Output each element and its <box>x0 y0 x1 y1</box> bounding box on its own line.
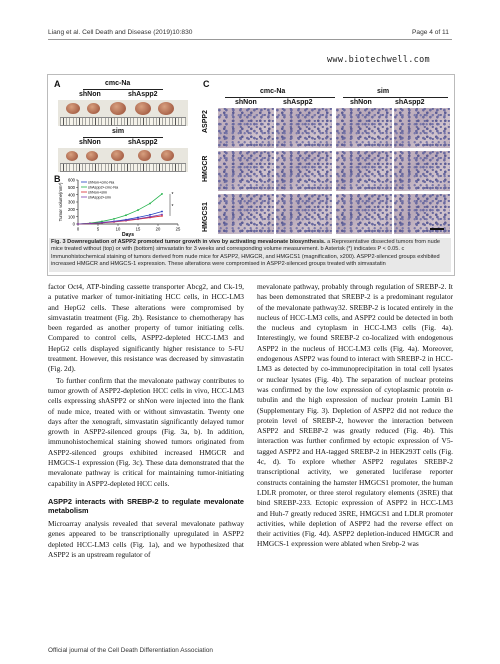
data-point <box>137 218 139 220</box>
panel-a-group-bottom: sim <box>112 128 125 135</box>
ihc-image <box>394 108 450 148</box>
ihc-image <box>336 108 392 148</box>
y-tick-label: 100 <box>68 214 75 220</box>
paragraph: Microarray analysis revealed that several mevalonate pathway genes appeared to be transcriptionally upregulated in ASPP2 depleted HCC-LM3 cells (Fig. 1a), and we hypothesized that ASPP2 is an upstream regulator of <box>48 518 244 559</box>
col-label-shnon: shNon <box>79 91 101 98</box>
data-point <box>77 223 79 225</box>
ihc-image <box>276 194 332 234</box>
caption-text: a Representative dissected tumors from nude mice treated without (top) or with (bottom) simvastatin for 3 weeks and corresponding volume measurement. b Asterisk (*) indicates P < 0.05. c Immunohistochemical staining of tumors derived from nude mice for ASPP2, HMGCR, and HMGCS1 (magnification, x200). ASPP2-silenced groups exhibited increased HMGCR and HMGCS-1 expression. These alterations were compromised in ASPP2-silenced groups treated with simvastatin <box>51 239 440 268</box>
data-point <box>161 211 163 213</box>
data-point <box>89 223 91 225</box>
data-point <box>161 193 163 195</box>
col-label: shNon <box>235 99 257 106</box>
row-label-hmgcs1: HMGCS1 <box>202 202 209 232</box>
panel-c-group-right: sim <box>377 88 390 95</box>
tumor-photo-top <box>58 100 188 126</box>
significance-asterisk: * <box>171 192 174 199</box>
panel-a-label: A <box>54 79 61 89</box>
watermark: www.biotechwell.com <box>327 55 430 65</box>
caption-title: Fig. 3 Downregulation of ASPP2 promoted tumor growth in vivo by activating mevalonate biosynthesis. <box>51 239 326 245</box>
y-tick-label: 400 <box>68 192 75 198</box>
tumor <box>135 102 151 115</box>
ihc-image <box>336 194 392 234</box>
y-tick-label: 300 <box>68 199 75 205</box>
figure-caption <box>49 238 451 272</box>
col-label-shaspp2: shAspp2 <box>128 139 158 146</box>
col-label-shnon: shNon <box>79 139 101 146</box>
legend-label: shAspp2+sim <box>88 195 111 200</box>
group-bracket <box>343 97 448 98</box>
significance-asterisk: * <box>171 203 174 210</box>
panel-b-label: B <box>54 174 61 184</box>
paragraph: To further confirm that the mevalonate pathway contributes to tumor growth of ASPP2-depletion HCC cells in vivo, HCC-LM3 cells expressing shASPP2 or shNon were injected into the flank of nude mice, treated with or without simvastatin. Twenty one days after the xenograft, simvastatin significantly delayed tumor growth in ASPP2-silenced groups (Fig. 3a, b). In addition, immunohistochemical staining showed tumors originated from ASPP2-silenced groups exhibited increased HMGCR and HMGCS-1 expression (Fig. 3c). These data demonstrated that the mevalonate pathway is critical for maintaining tumor-initiating capability in ASPP2-depleted HCC cells. <box>48 375 244 488</box>
tumor <box>66 103 80 114</box>
tumor-photo-bottom <box>58 148 188 172</box>
section-heading: ASPP2 interacts with SREBP-2 to regulate mevalonate metabolism <box>48 496 244 516</box>
x-tick-label: 5 <box>96 226 100 232</box>
legend-label: shAspp2+cmc-Na <box>88 185 119 190</box>
group-bracket <box>83 89 163 90</box>
col-label: shAspp2 <box>283 99 313 106</box>
ihc-image <box>276 108 332 148</box>
ihc-image <box>394 194 450 234</box>
panel-c-group-left: cmc-Na <box>260 88 286 95</box>
y-axis-label: Tumor volume(mm³) <box>58 182 63 222</box>
ihc-image <box>394 151 450 191</box>
tumor <box>86 151 98 161</box>
tumor <box>158 102 174 115</box>
group-bracket <box>225 97 335 98</box>
tumor <box>110 102 126 115</box>
right-column <box>257 282 453 550</box>
tumor <box>66 151 78 161</box>
tumor-growth-chart <box>56 176 191 238</box>
data-point <box>125 219 127 221</box>
data-point <box>149 216 151 218</box>
page-number: Page 4 of 11 <box>412 29 449 36</box>
legend-label: shNon+cmc-Na <box>88 180 115 185</box>
data-point <box>125 214 127 216</box>
x-tick-label: 0 <box>76 226 80 232</box>
tumor <box>161 150 174 161</box>
legend-label: shNon+sim <box>88 190 108 195</box>
row-label-aspp2: ASPP2 <box>202 110 209 133</box>
ihc-image <box>218 108 274 148</box>
ihc-image <box>276 151 332 191</box>
data-point <box>161 214 163 216</box>
ihc-image <box>336 151 392 191</box>
col-label: shAspp2 <box>395 99 425 106</box>
x-tick-label: 20 <box>155 226 161 232</box>
ihc-image <box>218 194 274 234</box>
left-column <box>48 282 244 560</box>
x-axis-label: Days <box>122 232 134 238</box>
footer-journal: Official journal of the Cell Death Differentiation Association <box>48 647 213 654</box>
tumor <box>138 150 151 161</box>
data-point <box>149 214 151 216</box>
panel-a-group-top: cmc-Na <box>105 80 131 87</box>
row-label-hmgcr: HMGCR <box>202 155 209 182</box>
col-label: shNon <box>350 99 372 106</box>
y-tick-label: 600 <box>68 177 75 183</box>
scale-bar <box>430 228 444 230</box>
ruler <box>60 117 186 126</box>
data-point <box>149 203 151 205</box>
data-point <box>101 222 103 224</box>
header-rule <box>48 39 452 40</box>
data-point <box>113 218 115 220</box>
x-tick-label: 25 <box>175 226 181 232</box>
x-tick-label: 10 <box>115 226 121 232</box>
x-tick-label: 15 <box>135 226 141 232</box>
tumor <box>87 103 100 114</box>
paragraph: mevalonate pathway, probably through regulation of SREBP-2. It has been demonstrated that SREBP-2 is a predominant regulator of the mevalonate pathway32. SREBP-2 is located entirely in the nucleus of HCC-LM3 cells, and ASPP2 could be detected in both the nucleus and cytoplasm in HCC-LM3 cells (Fig. 4a). Interestingly, we found SREBP-2 co-localized with endogenous ASPP2 in the nucleus of HCC-LM3 cells (Fig. 4a). Moreover, endogenous ASPP2 was found to interact with SREBP-2 in HCC-LM3 as detected by co-immunoprecipitation in total cell lysates or nuclear lysates (Fig. 4b). The separation of nuclear proteins was confirmed by the low expression of cytoplasmic protein α-tubulin and the high expression of nuclear protein Lamin B1 (Supplementary Fig. 3). Depletion of ASPP2 did not reduce the protein level of SREBP-2, however the interaction between ASPP2 and SREBP-2 was greatly reduced (Fig. 4b). This interaction was further confirmed by ectopic expression of V5-tagged ASPP2 and HA-tagged SREBP-2 in HEK293T cells (Fig. 4c, d). To explore whether ASPP2 regulates SREBP-2 transcriptional activity, we generated luciferase reporter constructs containing the hamster HMGCS1 promoter, the human LDLR promoter, or three sterol regulatory elements (3SRE) that bind SREBP-233. Ectopic expression of ASPP2 in HCC-LM3 and Huh-7 greatly reduced 3SRE, HMGCS1 and LDLR promoter activities, while depletion of ASPP2 had the reverse effect on their activities (Fig. 4d). ASPP2 depletion-induced HMGCR and HMGCS-1 expression were ablated when Srebp-2 was <box>257 282 453 549</box>
running-header-citation: Liang et al. Cell Death and Disease (2019)10:830 <box>48 29 193 36</box>
panel-c-label: C <box>203 79 210 89</box>
y-tick-label: 0 <box>72 221 75 227</box>
paragraph: factor Oct4, ATP-binding cassette transporter Abcg2, and Ck-19, a putative marker of tumor-initiating HCC cells, in HCC-LM3 and HepG2 cells. These alterations were compromised by simvastatin treatment (Fig. 2b). Resistance to chemotherapy has been regarded as another property of tumor initiating cells. Compared to control cells, ASPP2-depleted HCC-LM3 and HepG2 cells displayed significantly higher resistance to 5-FU treatment. However, this resistance was decreased by simvastatin (Fig. 2d). <box>48 282 244 374</box>
ruler <box>60 163 186 172</box>
y-tick-label: 200 <box>68 206 75 212</box>
ihc-image <box>218 151 274 191</box>
data-point <box>113 221 115 223</box>
col-label-shaspp2: shAspp2 <box>128 91 158 98</box>
tumor <box>111 150 124 161</box>
y-tick-label: 500 <box>68 184 75 190</box>
data-point <box>137 209 139 211</box>
group-bracket <box>83 137 163 138</box>
